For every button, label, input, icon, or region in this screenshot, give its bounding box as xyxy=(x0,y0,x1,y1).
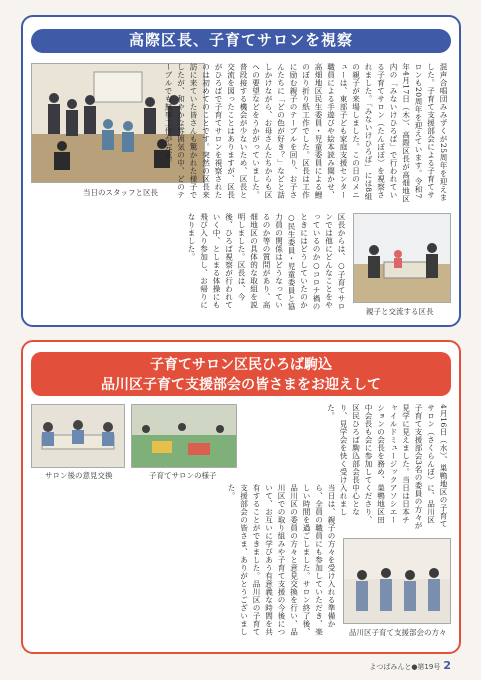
photo-caption: サロン後の意見交換 xyxy=(45,471,113,480)
article-title-banner xyxy=(31,352,451,396)
photo-salon-scene xyxy=(131,404,237,468)
photo-caption: 親子と交流する区長 xyxy=(366,307,434,316)
article-panel-visit xyxy=(21,340,461,654)
publication-label: よつばみんと●第19号 xyxy=(369,663,441,671)
article-body-intro: 4月16日（水）、巣鴨地区の子育てサロン（さくらんぼ）に、品川区子育て支援部会3名の委員の方々が見学に見えました。当日は日本チャイルドミュージックアソシエーションの会長を務め、巣鴨地区田中会長も会に参加してくださり、区民ひろば駒込部会長中心となり、見学会を快く受け入れました。 xyxy=(326,404,448,530)
article-title-line2: 品川区子育て支援部会の皆さまをお迎えして xyxy=(101,376,381,392)
page-number: 2 xyxy=(443,659,451,672)
article-body-report: 当日は、親子の方々を受け入れる準備から、全員の職員にも参加していただき、楽しい時間を過ごしました。サロン終了後、品川区の委員の方々と意見交換を行い、品川区での取り組みや子育て支援の今後について、お互いに学びあう有意義な時間を共有することができました。品川区の子育て支援部会の皆さま、ありがとうございました。 xyxy=(227,484,336,636)
photo-discussion xyxy=(31,404,125,468)
article-title-line1: 子育てサロン区民ひろば駒込 xyxy=(150,356,332,372)
photo-caption: 子育てサロンの様子 xyxy=(149,471,217,480)
photo-members-illustration xyxy=(344,539,450,623)
article-body-main: 混声合唱団みみずくが25周年を迎えました。子育て支援部会による子育てサロンも20周年を迎えています。令和7年4月17日（木）、高際区長が高畑地区内の「みないけひろば」で行われている子育てサロン（たんぽぽ）を視察されました。「みないけひろば」には8組の親子が来場しました。この日のメニューは、東部子ども家庭支援センター職員による手遊びや絵本読み聞かせ、高畑地区民生委員・児童委員による鯉のぼり折り紙工作でした。区長は工作に励む親子のテーブルを回り、お子さんたちに「どの色が好き？」などと話しかけながら、お母さんたちからも区への要望などをうかがっていました。普段接する機会が少ないため、区長と交流を図ったことはありますが、区長がひろばで子育てサロンを視察されたのは初めてのことです。突然の区長来訪に来ていた皆さんも驚かれた様子でしたが、和やかな雰囲気の中、どのテーブルでも無事工作が完成。 xyxy=(164,63,448,203)
photo-salon-illustration xyxy=(132,405,236,467)
page-footer xyxy=(369,659,451,672)
article-title-banner xyxy=(31,29,451,53)
photo-caption: 品川区子育て支援部会の方々 xyxy=(349,628,447,637)
photo-shinagawa-members xyxy=(343,538,451,624)
article-title: 高際区長、子育てサロンを視察 xyxy=(128,32,353,49)
photo-families-illustration xyxy=(354,214,450,302)
photo-discussion-illustration xyxy=(32,405,124,467)
article-body-questions: 区長からは、○子育てサロンでは他にどんなことをやっているのか○コロナ禍のときにはどうしていたのか○民生委員・児童委員と協力員の関係はどうなっているのか等の質問があり、高畑地区の具体的な取組を説明しました。区長は、今後、ひろば視察が行われていく中、としまる体操にも飛び入り参加し、お帰りになりました。 xyxy=(187,213,346,311)
photo-caption: 当日のスタッフと区長 xyxy=(83,188,158,197)
article-panel-inspection xyxy=(21,15,461,327)
photo-mayor-with-families xyxy=(353,213,451,303)
